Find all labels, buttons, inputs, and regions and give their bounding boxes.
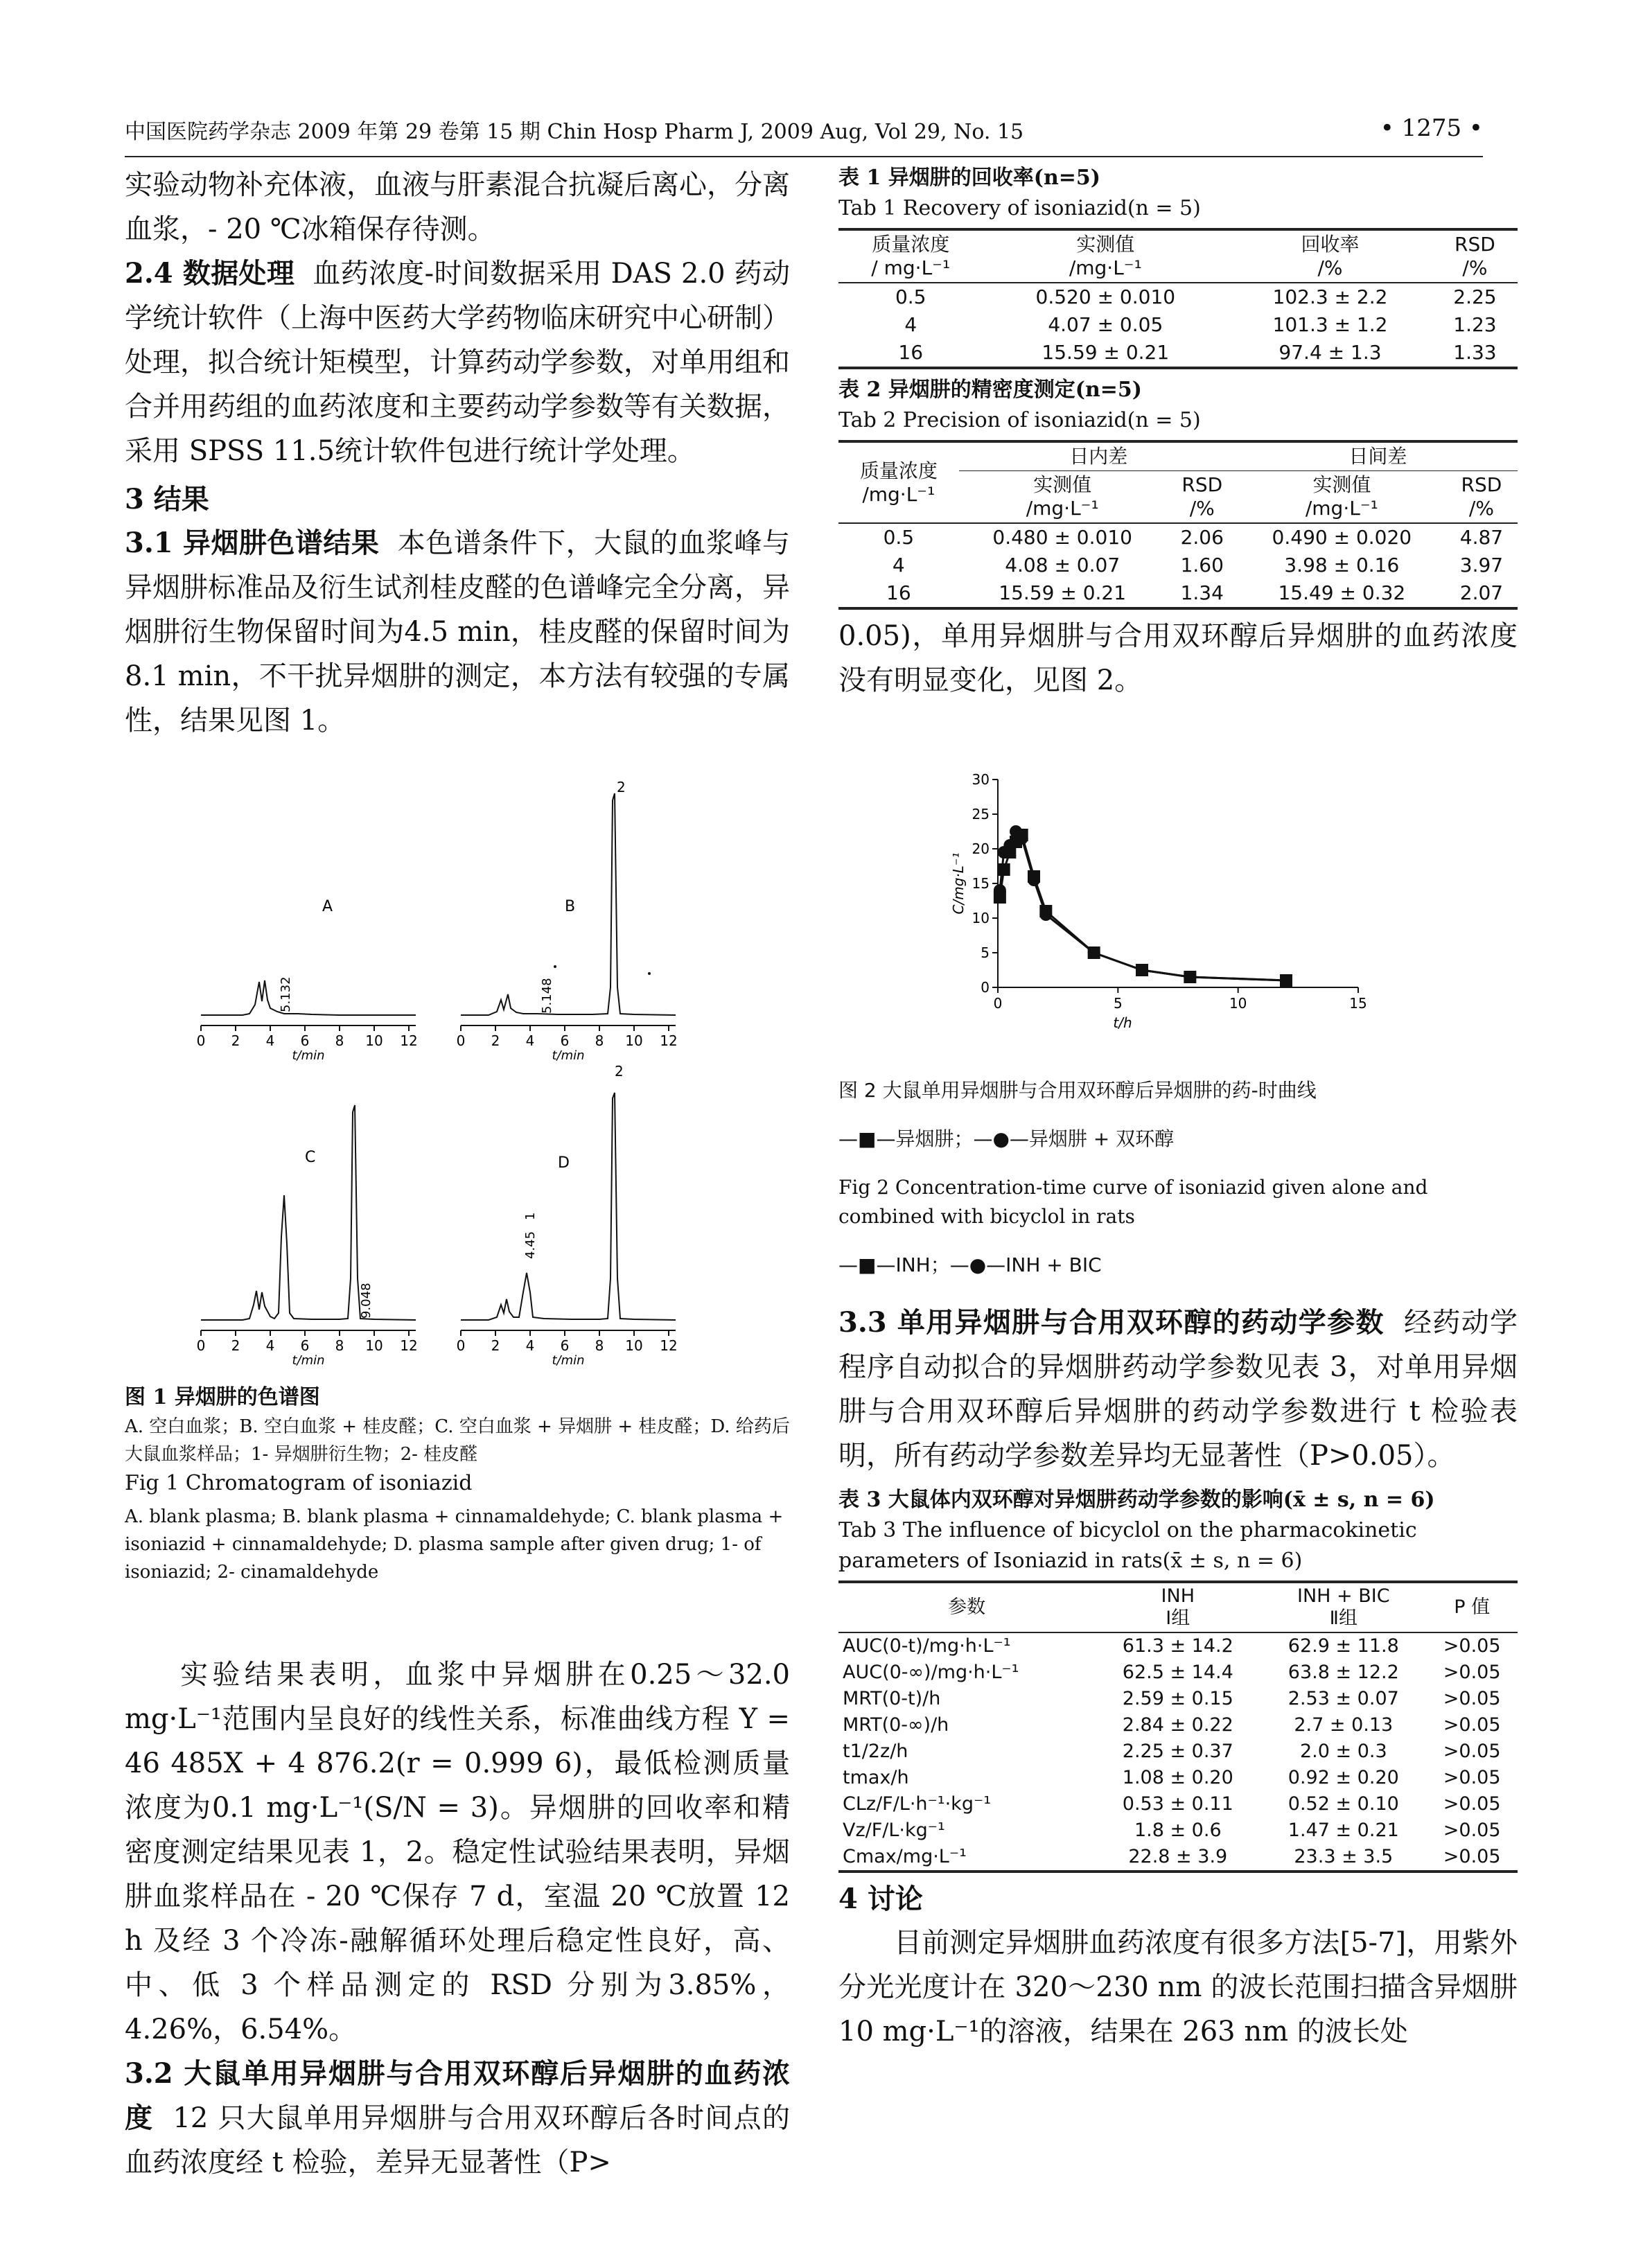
x-tick-label: 5 xyxy=(1113,995,1123,1012)
section-3-title: 3 结果 xyxy=(125,483,209,516)
x-tick-label: 6 xyxy=(300,1337,310,1354)
figure-2-legend-cn: —■—异烟肼；—●—异烟肼 + 双环醇 xyxy=(838,1127,1175,1150)
table-1-header: 质量浓度 / mg·L⁻¹ xyxy=(838,229,983,282)
x-tick-label: 10 xyxy=(1229,995,1247,1012)
data-point-inh-bic xyxy=(1003,839,1016,852)
section-3-3-title: 3.3 单用异烟肼与合用双环醇的药动学参数 xyxy=(838,1306,1385,1339)
journal-citation: 中国医院药学杂志 2009 年第 29 卷第 15 期 Chin Hosp Pharm J, 2009 Aug, Vol 29, No. 15 xyxy=(125,120,1024,144)
x-tick-label: 6 xyxy=(560,1032,570,1049)
x-tick-label: 10 xyxy=(625,1337,643,1354)
x-axis-b xyxy=(457,1025,678,1063)
x-tick-label: 12 xyxy=(400,1032,418,1049)
table-row: 4 4.08 ± 0.07 1.60 3.98 ± 0.16 3.97 xyxy=(892,554,1504,576)
panel-label-d: D xyxy=(558,1154,570,1172)
x-tick-label: 12 xyxy=(400,1337,418,1354)
x-tick-label: 8 xyxy=(335,1032,344,1049)
y-axis-label: C/mg·L⁻¹ xyxy=(950,852,967,915)
figure-1-note-en: A. blank plasma; B. blank plasma + cinnamaldehyde; C. blank plasma + isoniazid + cinnamaldehyde; D. plasma sample after given drug; 1- of isoniazid; 2- cinamaldehyde xyxy=(125,1506,784,1583)
table-2-caption-en: Tab 2 Precision of isoniazid(n = 5) xyxy=(838,408,1201,432)
table-row: 16 15.59 ± 0.21 97.4 ± 1.3 1.33 xyxy=(838,339,1518,368)
table-3-header: P 值 xyxy=(1426,1582,1518,1632)
x-axis-c xyxy=(197,1330,418,1368)
data-point-inh xyxy=(998,863,1010,876)
x-tick-label: 4 xyxy=(265,1032,275,1049)
chromatogram-panel-c xyxy=(197,1105,418,1368)
chromatogram-panel-b xyxy=(457,780,678,1063)
panel-label-c: C xyxy=(305,1149,316,1166)
x-tick-label: 6 xyxy=(560,1337,570,1354)
y-tick-label: 20 xyxy=(972,840,990,857)
table-1-recovery xyxy=(838,228,1518,369)
section-3-2 xyxy=(125,2052,790,2185)
figure-1-caption-cn: 图 1 异烟肼的色谱图 xyxy=(125,1385,320,1409)
table-3-body xyxy=(838,1632,1518,1872)
x-axis-label: t/min xyxy=(552,1353,585,1368)
chromatogram-svg xyxy=(187,780,728,1375)
panel-label-b: B xyxy=(565,898,576,915)
table-3-caption-en: Tab 3 The influence of bicyclol on the pharmacokinetic parameters of Isoniazid in rats(x̄ ± s, n = 6) xyxy=(838,1518,1417,1573)
x-tick-label: 4 xyxy=(525,1337,535,1354)
table-row: CLz/F/L·h⁻¹·kg⁻¹ 0.53 ± 0.11 0.52 ± 0.10 >0.05 xyxy=(843,1793,1501,1815)
y-tick-label: 0 xyxy=(981,979,990,996)
x-tick-label: 6 xyxy=(300,1032,310,1049)
peak-number-d-2: 2 xyxy=(615,1063,624,1080)
table-1-header: 回收率 /% xyxy=(1228,229,1432,282)
section-3-1-body: 本色谱条件下，大鼠的血浆峰与异烟肼标准品及衍生试剂桂皮醛的色谱峰完全分离，异烟肼衍生物保留时间为4.5 min，桂皮醛的保留时间为8.1 min，不干扰异烟肼的测定，本方法有较强的专属性，结果见图 1。 xyxy=(125,527,790,737)
x-tick-label: 0 xyxy=(456,1337,466,1354)
x-tick-label: 0 xyxy=(456,1032,466,1049)
x-axis-a xyxy=(197,1025,418,1063)
section-4-body: 目前测定异烟肼血药浓度有很多方法[5-7]，用紫外分光光度计在 320～230 nm 的波长范围扫描含异烟肼 10 mg·L⁻¹的溶液，结果在 263 nm 的波长处 xyxy=(838,1927,1518,2048)
section-2-4-body: 血药浓度-时间数据采用 DAS 2.0 药动学统计软件（上海中医药大学药物临床研究中心研制）处理，拟合统计矩模型，计算药动学参数，对单用组和合并用药组的血药浓度和主要药动学参数等有关数据，采用 SPSS 11.5统计软件包进行统计学处理。 xyxy=(125,258,790,467)
section-2-4 xyxy=(125,252,790,473)
y-tick-label: 5 xyxy=(981,944,990,961)
table-3-caption-cn: 表 3 大鼠体内双环醇对异烟肼药动学参数的影响(x̄ ± s, n = 6) xyxy=(838,1488,1435,1512)
figure-2-caption-cn: 图 2 大鼠单用异烟肼与合用双环醇后异烟肼的药-时曲线 xyxy=(838,1079,1317,1102)
paragraph-3-2-continued: 0.05)，单用异烟肼与合用双环醇后异烟肼的血药浓度没有明显变化，见图 2。 xyxy=(838,620,1518,696)
section-3-3 xyxy=(838,1301,1518,1478)
x-tick-label: 2 xyxy=(231,1337,240,1354)
table-3-pk-parameters xyxy=(838,1581,1518,1873)
x-axis-d xyxy=(457,1330,678,1368)
peak-label-c: 9.048 xyxy=(359,1283,374,1319)
x-tick-label: 4 xyxy=(265,1337,275,1354)
peak-label-b: 5.148 xyxy=(540,978,554,1014)
chart-series xyxy=(994,825,1292,987)
peak-number-b-2: 2 xyxy=(617,780,626,795)
data-point-inh-bic xyxy=(1184,971,1196,983)
y-tick-label: 15 xyxy=(972,875,990,892)
x-tick-label: 15 xyxy=(1349,995,1367,1012)
chromatogram-panel-d xyxy=(457,1063,678,1368)
figure-2-legend-en: —■—INH；—●—INH + BIC xyxy=(838,1253,1102,1276)
x-tick-label: 10 xyxy=(625,1032,643,1049)
table-2-header: RSD /% xyxy=(1166,471,1238,524)
table-2-caption-cn: 表 2 异烟肼的精密度测定(n=5) xyxy=(838,378,1142,402)
table-1-header: 实测值 /mg·L⁻¹ xyxy=(983,229,1228,282)
x-tick-label: 0 xyxy=(196,1337,206,1354)
data-point-inh-bic xyxy=(994,884,1006,897)
data-point-inh-bic xyxy=(1028,874,1040,886)
section-4-title: 4 讨论 xyxy=(838,1883,923,1915)
table-row: 0.5 0.520 ± 0.010 102.3 ± 2.2 2.25 xyxy=(895,285,1497,308)
x-axis-label: t/h xyxy=(1113,1014,1132,1031)
x-tick-label: 2 xyxy=(491,1337,500,1354)
table-3-header: INH + BIC Ⅱ组 xyxy=(1260,1582,1426,1632)
paragraph-animal-handling: 实验动物补充体液，血液与肝素混合抗凝后离心，分离血浆，- 20 ℃冰箱保存待测。 xyxy=(125,169,790,245)
table-row: AUC(0-∞)/mg·h·L⁻¹ 62.5 ± 14.4 63.8 ± 12.2 >0.05 xyxy=(843,1662,1501,1683)
chart-axes xyxy=(950,771,1367,1031)
data-point-inh-bic xyxy=(1016,832,1028,845)
x-tick-label: 8 xyxy=(595,1337,604,1354)
table-row: MRT(0-t)/h 2.59 ± 0.15 2.53 ± 0.07 >0.05 xyxy=(843,1688,1501,1709)
x-tick-label: 8 xyxy=(595,1032,604,1049)
table-2-header: 日间差 xyxy=(1238,441,1518,471)
section-2-4-title: 2.4 数据处理 xyxy=(125,257,295,290)
table-row: Vz/F/L·kg⁻¹ 1.8 ± 0.6 1.47 ± 0.21 >0.05 xyxy=(843,1820,1501,1841)
figure-2-caption-en: Fig 2 Concentration-time curve of isoniazid given alone and combined with bicyclol in rats xyxy=(838,1176,1428,1228)
table-3-header: INH Ⅰ组 xyxy=(1095,1582,1260,1632)
table-row: t1/2z/h 2.25 ± 0.37 2.0 ± 0.3 >0.05 xyxy=(843,1741,1501,1762)
x-tick-label: 2 xyxy=(491,1032,500,1049)
data-point-inh-bic xyxy=(1280,974,1292,987)
chromatogram-panel-a xyxy=(197,898,418,1063)
x-tick-label: 2 xyxy=(231,1032,240,1049)
section-3-3-body: 经药动学程序自动拟合的异烟肼药动学参数见表 3，对单用异烟肼与合用双环醇后异烟肼的药动学参数进行 t 检验表明，所有药动学参数差异均无显著性（P>0.05）。 xyxy=(838,1307,1518,1472)
table-3-header: 参数 xyxy=(838,1582,1095,1632)
page-number: • 1275 • xyxy=(1380,114,1483,142)
x-tick-label: 12 xyxy=(660,1337,678,1354)
section-3-1-title: 3.1 异烟肼色谱结果 xyxy=(125,527,380,559)
x-tick-label: 10 xyxy=(365,1032,383,1049)
right-column-lower xyxy=(838,1057,1518,2054)
x-axis-label: t/min xyxy=(552,1048,585,1063)
concentration-time-chart xyxy=(942,769,1400,1046)
table-row: 4 4.07 ± 0.05 101.3 ± 1.2 1.23 xyxy=(904,313,1497,336)
panel-label-a: A xyxy=(322,898,333,915)
figure-2-chart xyxy=(942,769,1400,1046)
page-header xyxy=(125,114,1483,157)
y-tick-label: 10 xyxy=(972,910,990,926)
figure-1-caption-en: Fig 1 Chromatogram of isoniazid xyxy=(125,1471,473,1495)
table-2-header: 实测值 /mg·L⁻¹ xyxy=(1238,471,1446,524)
series-line-inh-bic xyxy=(1000,831,1286,980)
paragraph-linearity: 实验结果表明，血浆中异烟肼在0.25～32.0 mg·L⁻¹范围内呈良好的线性关系，标准曲线方程 Y = 46 485X + 4 876.2(r = 0.999 6)，最低检测质量浓度为0.1 mg·L⁻¹(S/N = 3)。异烟肼的回收率和精密度测定结果见表 1，2。稳定性试验结果表明，异烟肼血浆样品在 - 20 ℃保存 7 d，室温 20 ℃放置 12 h 及经 3 个冷冻-融解循环处理后稳定性良好，高、中、低 3 个样品测定的 RSD 分别为3.85%，4.26%，6.54%。 xyxy=(125,1659,790,2045)
x-tick-label: 8 xyxy=(335,1337,344,1354)
figure-1-note-cn: A. 空白血浆；B. 空白血浆 + 桂皮醛；C. 空白血浆 + 异烟肼 + 桂皮醛；D. 给药后大鼠血浆样品；1- 异烟肼衍生物；2- 桂皮醛 xyxy=(125,1416,790,1465)
x-tick-label: 4 xyxy=(525,1032,535,1049)
left-column xyxy=(125,163,790,743)
y-tick-label: 30 xyxy=(972,771,990,788)
table-2-header: 日内差 xyxy=(959,441,1238,471)
peak-label-d: 4.45 xyxy=(523,1231,538,1259)
table-row: AUC(0-t)/mg·h·L⁻¹ 61.3 ± 14.2 62.9 ± 11.8 >0.05 xyxy=(843,1635,1501,1657)
left-column-bottom xyxy=(125,1653,790,2185)
table-row: 16 15.59 ± 0.21 1.34 15.49 ± 0.32 2.07 xyxy=(838,579,1518,608)
table-1-caption-en: Tab 1 Recovery of isoniazid(n = 5) xyxy=(838,196,1201,220)
figure-1-caption xyxy=(125,1382,790,1586)
table-2-precision xyxy=(838,440,1518,610)
y-tick-label: 25 xyxy=(972,806,990,822)
right-column xyxy=(838,163,1518,703)
x-axis-label: t/min xyxy=(292,1048,325,1063)
data-point-inh-bic xyxy=(1136,964,1148,976)
data-point-inh-bic xyxy=(1088,946,1100,959)
x-axis-label: t/min xyxy=(292,1353,325,1368)
figure-1-chromatograms xyxy=(187,780,728,1375)
section-3-1 xyxy=(125,521,790,743)
peak-label-a: 5.132 xyxy=(279,976,293,1012)
x-tick-label: 10 xyxy=(365,1337,383,1354)
table-row: 0.5 0.480 ± 0.010 2.06 0.490 ± 0.020 4.87 xyxy=(883,526,1504,549)
table-row: MRT(0-∞)/h 2.84 ± 0.22 2.7 ± 0.13 >0.05 xyxy=(843,1714,1501,1736)
section-3-2-title: 3.2 大鼠单用异烟肼与合用双环醇后异烟肼的血药浓度 xyxy=(125,2057,790,2134)
table-row: Cmax/mg·L⁻¹ 22.8 ± 3.9 23.3 ± 3.5 >0.05 xyxy=(838,1844,1518,1872)
x-tick-label: 0 xyxy=(993,995,1003,1012)
table-row: tmax/h 1.08 ± 0.20 0.92 ± 0.20 >0.05 xyxy=(843,1767,1501,1788)
data-point-inh-bic xyxy=(1039,908,1052,921)
table-1-caption-cn: 表 1 异烟肼的回收率(n=5) xyxy=(838,166,1100,190)
table-2-header: 实测值 /mg·L⁻¹ xyxy=(959,471,1166,524)
table-1-header: RSD /% xyxy=(1432,229,1518,282)
peak-number-d-1: 1 xyxy=(523,1212,538,1220)
table-2-header: RSD /% xyxy=(1446,471,1518,524)
section-3-2-body: 12 只大鼠单用异烟肼与合用双环醇后各时间点的血药浓度经 t 检验，差异无显著性（P> xyxy=(125,2102,790,2178)
x-tick-label: 12 xyxy=(660,1032,678,1049)
x-tick-label: 0 xyxy=(196,1032,206,1049)
table-2-header: 质量浓度 /mg·L⁻¹ xyxy=(838,441,959,523)
